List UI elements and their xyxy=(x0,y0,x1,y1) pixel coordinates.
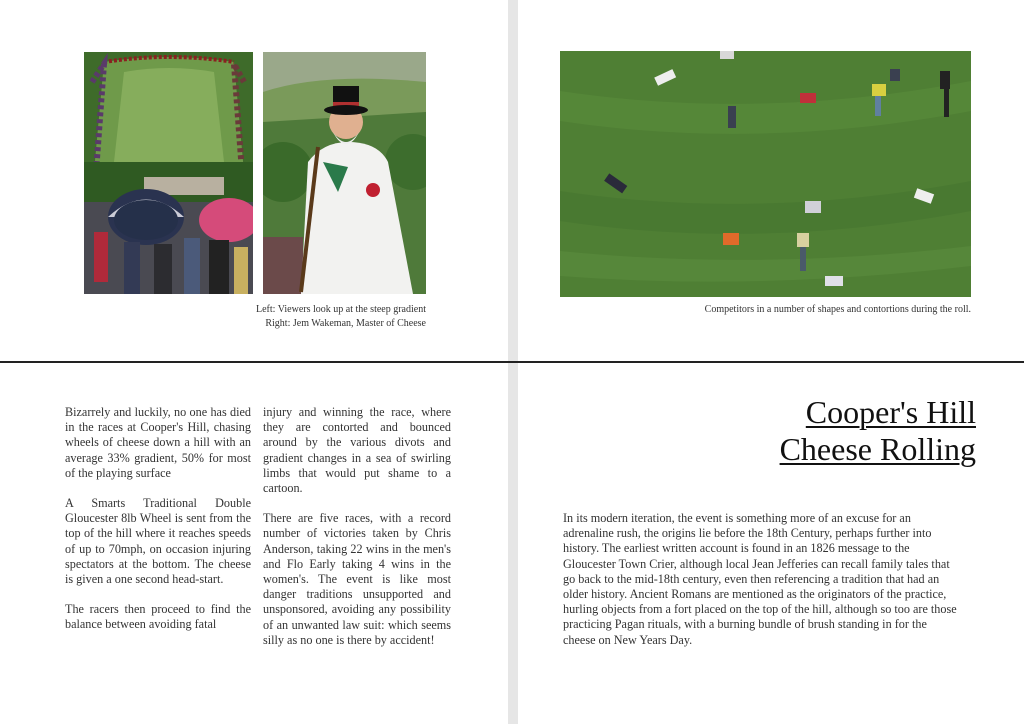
right-text-column xyxy=(563,511,961,663)
caption-line-1: Left: Viewers look up at the steep gradient xyxy=(256,304,426,315)
caption-line-2: Right: Jem Wakeman, Master of Cheese xyxy=(265,318,426,329)
paragraph: A Smarts Traditional Double Gloucester 8lb Wheel is sent from the top of the hill where it reaches speeds of up to 70mph, on occasion injuring spectators at the bottom. The cheese is given a one second head-start. xyxy=(65,496,251,587)
master-of-cheese-photo xyxy=(263,52,426,294)
paragraph: Bizarrely and luckily, no one has died in the races at Cooper's Hill, chasing wheels of cheese down a hill with an average 33% gradient, 50% for most of the playing surface xyxy=(65,405,251,480)
paragraph: The racers then proceed to find the balance between avoiding fatal xyxy=(65,602,251,632)
competitors-photo xyxy=(560,51,971,297)
horizontal-divider xyxy=(0,361,1024,363)
right-photo-caption: Competitors in a number of shapes and contortions during the roll. xyxy=(704,304,971,315)
middle-text-column xyxy=(263,405,451,663)
title-line-1: Cooper's Hill xyxy=(805,394,976,430)
hill-crowd-photo xyxy=(84,52,253,294)
paragraph: There are five races, with a record number of victories taken by Chris Anderson, taking 22 wins in the men's and Flo Early taking 4 wins in the women's. The event is like most danger traditions unsupported and unsponsored, avoiding any possibility of an unwanted law suit: which seems silly as no one is there by accident! xyxy=(263,511,451,647)
left-photos-caption xyxy=(256,303,426,331)
title-line-2: Cheese Rolling xyxy=(779,431,976,467)
article-title xyxy=(780,394,976,468)
paragraph: injury and winning the race, where they are contorted and bounced around by the various divots and gradient changes in a sea of swirling limbs that would put shame to a cartoon. xyxy=(263,405,451,496)
paragraph: In its modern iteration, the event is something more of an excuse for an adrenaline rush, the origins lie before the 18th Century, perhaps further into history. The earliest written account is found in an 1826 message to the Gloucester Town Crier, although local Jean Jefferies can recall family tales that go back to the mid-18th century, even then referencing a tradition that had an older history. Ancient Romans are mentioned as the originators of the practice, hurling objects from a fort placed on the top of the hill, although so too are those practicing Pagan rituals, with a burning bundle of brush standing in for the cheese on New Years Day. xyxy=(563,511,957,647)
left-text-column xyxy=(65,405,251,648)
